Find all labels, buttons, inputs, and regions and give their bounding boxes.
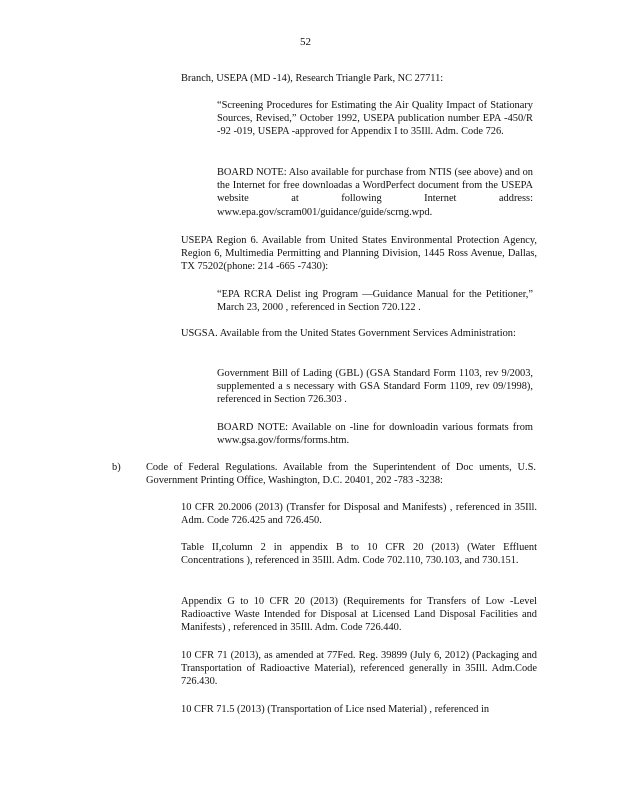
subsection-label: b) [112, 462, 121, 473]
paragraph-10-cfr-20-2006: 10 CFR 20.2006 (2013) (Transfer for Disposal and Manifests) , referenced in 35Ill. Adm. Code 726.425 and 726.450. [181, 502, 537, 527]
paragraph-usepa-region-6: USEPA Region 6. Available from United States Environmental Protection Agency, Region 6, Multimedia Permitting and Planning Division, 1445 Ross Avenue, Dallas, TX 75202(phone: 214 -665 -7430): [181, 235, 537, 273]
paragraph-board-note-gsa: BOARD NOTE: Available on -line for downloadin various formats from www.gsa.gov/forms/forms.htm. [217, 422, 533, 447]
paragraph-10-cfr-71-5: 10 CFR 71.5 (2013) (Transportation of Lice nsed Material) , referenced in [181, 704, 490, 715]
paragraph-appendix-g: Appendix G to 10 CFR 20 (2013) (Requirements for Transfers of Low -Level Radioactive Waste Intended for Disposal at Licensed Land Disposal Facilities and Manifests) , referenced in 35Ill. Adm. Code 726.440. [181, 596, 537, 634]
paragraph-table-ii-appendix-b: Table II,column 2 in appendix B to 10 CFR 20 (2013) (Water Effluent Concentrations ), referenced in 35Ill. Adm. Code 702.110, 730.103, and 730.151. [181, 542, 537, 567]
page-number: 52 [300, 36, 311, 48]
paragraph-usgsa: USGSA. Available from the United States Government Services Administration: [181, 328, 516, 339]
paragraph-rcra-delisting: “EPA RCRA Delist ing Program —Guidance Manual for the Petitioner,” March 23, 2000 , referenced in Section 720.122 . [217, 289, 533, 314]
paragraph-code-of-federal-regulations: Code of Federal Regulations. Available from the Superintendent of Doc uments, U.S. Government Printing Office, Washington, D.C. 20401, 202 -783 -3238: [146, 462, 536, 487]
paragraph-branch-address: Branch, USEPA (MD -14), Research Triangle Park, NC 27711: [181, 73, 444, 84]
paragraph-board-note-ntis: BOARD NOTE: Also available for purchase from NTIS (see above) and on the Internet for free downloadas a WordPerfect document from the USEPA website at following Internet address: www.epa.gov/scram001/guidance/guide/scrng.wpd. [217, 167, 533, 218]
paragraph-government-bill-of-lading: Government Bill of Lading (GBL) (GSA Standard Form 1103, rev 9/2003, supplemented a s necessary with GSA Standard Form 1109, rev 09/1998), referenced in Section 726.303 . [217, 368, 533, 406]
paragraph-10-cfr-71: 10 CFR 71 (2013), as amended at 77Fed. Reg. 39899 (July 6, 2012) (Packaging and Transportation of Radioactive Material), referenced generally in 35Ill. Adm.Code 726.430. [181, 650, 537, 688]
paragraph-screening-procedures: “Screening Procedures for Estimating the Air Quality Impact of Stationary Sources, Revised,” October 1992, USEPA publication number EPA -450/R -92 -019, USEPA -approved for Appendix I to 35Ill. Adm. Code 726. [217, 100, 533, 138]
